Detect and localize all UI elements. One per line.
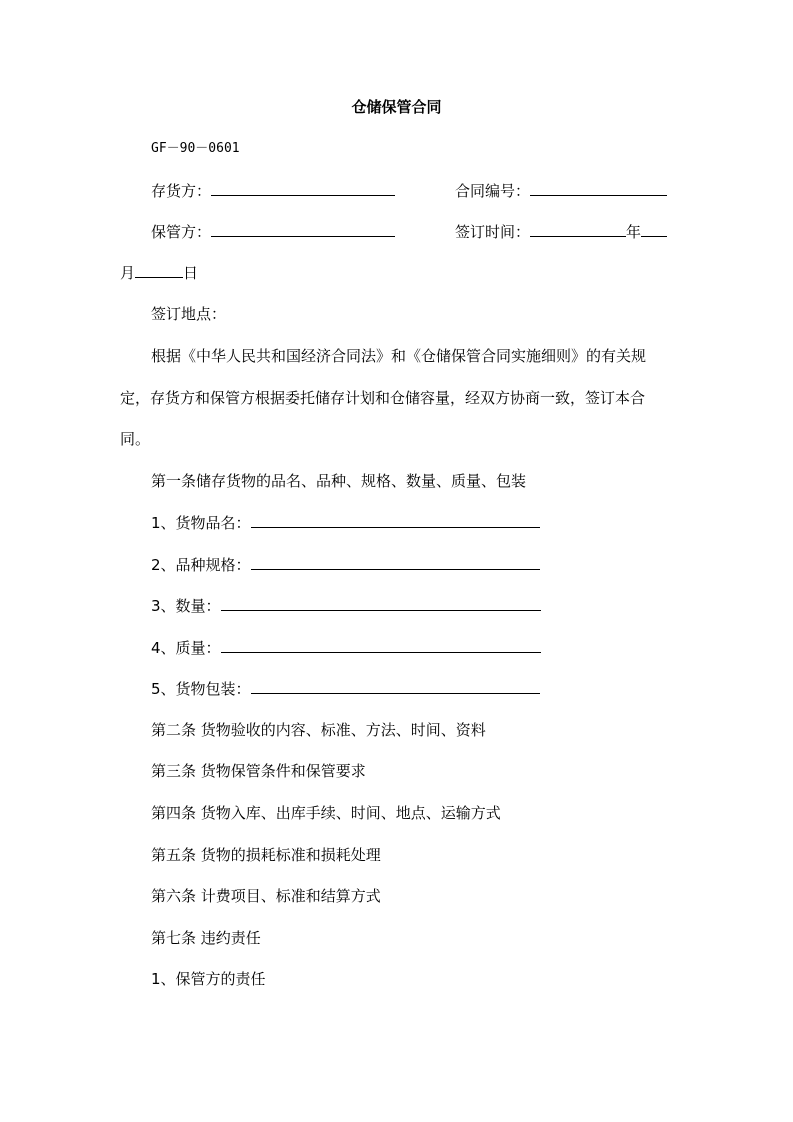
item-5-label: 5、货物包装： [151,680,251,698]
intro-paragraph-line-1: 根据《中华人民共和国经济合同法》和《仓储保管合同实施细则》的有关规 [151,347,647,365]
liability-item-1: 1、保管方的责任 [151,970,266,988]
item-2-blank[interactable] [251,554,540,570]
keeper-label: 保管方： [151,223,212,241]
depositor-label: 存货方： [151,182,212,200]
intro-paragraph-line-3: 同。 [120,430,151,448]
depositor-blank[interactable] [211,180,395,196]
item-5-row [151,678,540,699]
intro-paragraph-line-2: 定，存货方和保管方根据委托储存计划和仓储容量，经双方协商一致，签订本合 [120,389,646,407]
item-1-label: 1、货物品名： [151,514,251,532]
keeper-field-row [151,221,395,242]
month-label: 月 [120,264,136,282]
item-3-label: 3、数量： [151,597,221,615]
item-4-row [151,637,541,658]
document-title: 仓储保管合同 [351,98,442,116]
sign-year-blank[interactable] [530,221,626,237]
article-1-heading: 第一条储存货物的品名、品种、规格、数量、质量、包装 [151,472,527,490]
item-2-row [151,554,540,575]
item-3-row [151,595,541,616]
sign-month-blank-start[interactable] [641,221,667,237]
depositor-field-row [151,180,395,201]
item-3-blank[interactable] [221,595,541,611]
article-5-heading: 第五条 货物的损耗标准和损耗处理 [151,846,381,864]
contract-number-label: 合同编号： [455,182,531,200]
article-3-heading: 第三条 货物保管条件和保管要求 [151,762,366,780]
item-5-blank[interactable] [251,678,540,694]
article-7-heading: 第七条 违约责任 [151,929,261,947]
item-1-row [151,512,540,533]
sign-place-label: 签订地点： [151,305,227,323]
keeper-blank[interactable] [211,221,395,237]
day-label: 日 [183,264,199,282]
item-4-blank[interactable] [221,637,541,653]
sign-day-blank[interactable] [135,262,183,278]
item-4-label: 4、质量： [151,639,221,657]
contract-number-field-row [455,180,667,201]
article-2-heading: 第二条 货物验收的内容、标准、方法、时间、资料 [151,721,486,739]
contract-code: GF－90－0601 [151,141,240,156]
sign-date-continuation-row [120,262,198,283]
year-label: 年 [626,223,642,241]
contract-number-blank[interactable] [530,180,667,196]
sign-time-label: 签订时间： [455,223,531,241]
article-6-heading: 第六条 计费项目、标准和结算方式 [151,887,381,905]
sign-time-field-row [455,221,667,242]
article-4-heading: 第四条 货物入库、出库手续、时间、地点、运输方式 [151,804,501,822]
item-1-blank[interactable] [251,512,540,528]
item-2-label: 2、品种规格： [151,556,251,574]
